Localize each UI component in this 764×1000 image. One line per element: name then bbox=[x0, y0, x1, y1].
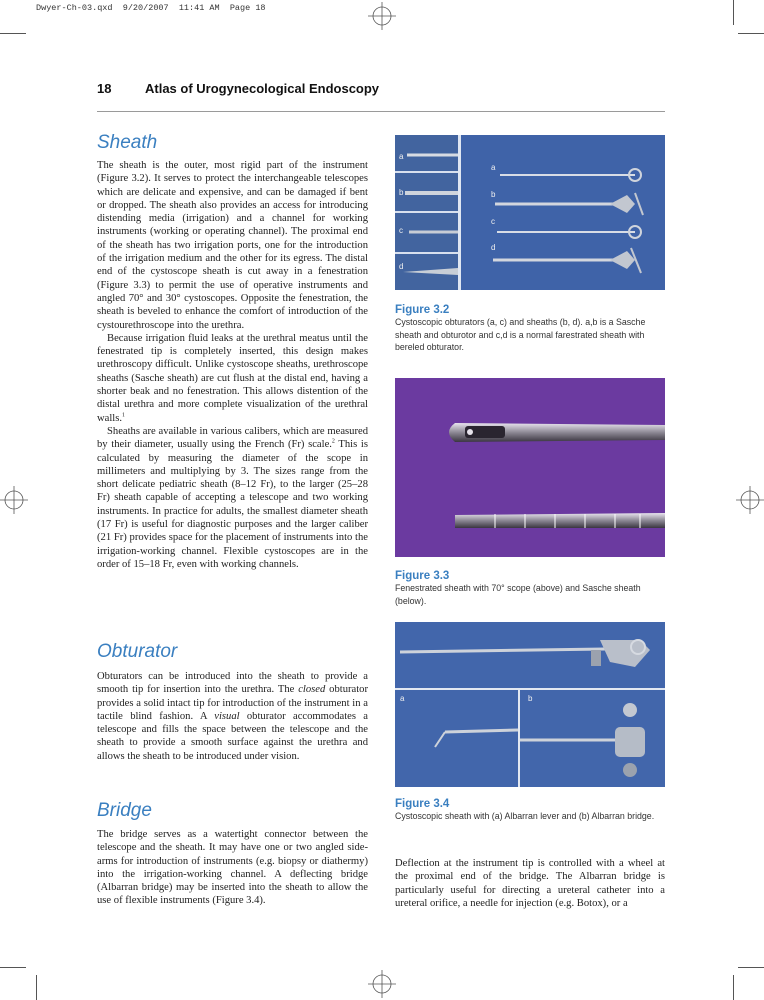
printer-slug: Dwyer-Ch-03.qxd 9/20/2007 11:41 AM Page 18 bbox=[36, 3, 266, 13]
figure-3-3-caption bbox=[395, 570, 665, 607]
figure-caption: Cystoscopic sheath with (a) Albarran lever and (b) Albarran bridge. bbox=[395, 811, 655, 821]
header-rule bbox=[97, 111, 665, 112]
section-bridge bbox=[97, 799, 368, 908]
figure-3-4-caption bbox=[395, 798, 665, 823]
registration-mark bbox=[368, 2, 396, 30]
running-header bbox=[97, 81, 665, 96]
figure-3-4-photo bbox=[395, 622, 665, 787]
section-heading: Sheath bbox=[97, 132, 158, 153]
crop-mark bbox=[733, 975, 734, 1000]
photo-label: b bbox=[399, 188, 404, 197]
registration-mark bbox=[368, 970, 396, 998]
figure-caption: Fenestrated sheath with 70° scope (above) and Sasche sheath (below). bbox=[395, 583, 641, 606]
body-paragraph: Because irrigation fluid leaks at the urethral meatus until the fenestrated tip is completely inserted, this design makes urethroscopy difficult. Unlike cystoscope sheaths, urethroscope sheaths (Sasche sheath) are cut flush at the distal end, having a shorter beak and no fenestration. This allows distention of the distal urethra and more complete visualization of the urethral walls.$^1$ bbox=[97, 332, 368, 424]
section-obturator bbox=[97, 640, 368, 763]
photo-label: a bbox=[399, 152, 404, 161]
crop-mark bbox=[738, 967, 764, 968]
photo-label: d bbox=[399, 262, 404, 271]
figure-3-2-photo bbox=[395, 135, 665, 290]
section-sheath bbox=[97, 131, 368, 571]
body-paragraph: Deflection at the instrument tip is controlled with a wheel at the proximal end of the bridge. The Albarran bridge is particularly useful for directing a ureteral catheter into a ureteral orifice, a needle for injection (e.g. Botox), or a bbox=[395, 858, 665, 909]
figure-title: Figure 3.3 bbox=[395, 570, 450, 582]
body-paragraph: The sheath is the outer, most rigid part of the instrument (Figure 3.2). It serves to protect the interchangeable telescopes which are delicate and expensive, and can be damaged if bent or dropped. The sheath also provides an access for introducing distending media (irrigation) and a channel for working instruments (working or operating channel). The proximal end of the sheath has two irrigation ports, one for the introduction of the irrigation medium and the other for its egress. The distal end of the cystoscope sheath is cut away in a fenestration (Figure 3.3) to permit the use of operative instruments and angled 70° and 30° cystoscopes. Opposite the fenestration, the sheath is beveled to enhance the comfort of introduction of the cystourethroscope into the urethra. bbox=[97, 160, 368, 331]
reference-marker: 1 bbox=[122, 412, 126, 419]
crop-mark bbox=[738, 33, 764, 34]
section-heading: Bridge bbox=[97, 800, 152, 821]
figure-caption: Cystoscopic obturators (a, c) and sheaths (b, d). a,b is a Sasche sheath and obturotor and c,d is a normal farestrated sheath with bereled obturator. bbox=[395, 317, 646, 352]
book-title: Atlas of Urogynecological Endoscopy bbox=[145, 81, 380, 96]
photo-label: d bbox=[491, 243, 496, 252]
photo-label: a bbox=[491, 163, 496, 172]
right-column-text bbox=[395, 857, 665, 910]
registration-mark bbox=[736, 486, 764, 514]
body-paragraph: Sheaths are available in various calibers, which are measured by their diameter, usually using the French (Fr) scale.$^2$ This is calculated by measuring the diameter of the scope in millimeters and multiplying by 3. The sizes range from the short delicate pediatric sheath (8–12 Fr), to the larger (25–28 Fr) sheath capable of accepting a telescope and two working instruments. In practice for adults, the smallest diameter sheath (17 Fr) is useful for diagnostic purposes and the larger caliber (21 Fr) provides space for the placement of instruments into the irrigation-working channel. Flexible cystoscopes are in the order of 15–18 Fr, even with working channels. bbox=[97, 425, 368, 570]
crop-mark bbox=[0, 33, 26, 34]
body-paragraph: Obturators can be introduced into the sheath to provide a smooth tip for insertion into the urethra. The closed obturator provides a solid intact tip for introduction of the instrument in a tactile blind fashion. A visual obturator accommodates a telescope and fills the space between the telescope and the sheath to provide a smooth surface against the urethra and allows the sheath to be introduced under vision. bbox=[97, 671, 368, 762]
section-heading: Obturator bbox=[97, 641, 178, 662]
photo-label: c bbox=[399, 226, 403, 235]
photo-label: b bbox=[528, 694, 533, 703]
registration-mark bbox=[0, 486, 28, 514]
photo-label: a bbox=[400, 694, 405, 703]
page-number: 18 bbox=[97, 81, 112, 96]
crop-mark bbox=[733, 0, 734, 25]
crop-mark bbox=[0, 967, 26, 968]
figure-title: Figure 3.4 bbox=[395, 798, 450, 810]
figure-3-3-photo bbox=[395, 378, 665, 557]
figure-title: Figure 3.2 bbox=[395, 304, 450, 316]
figure-3-2-caption bbox=[395, 304, 665, 354]
body-paragraph: The bridge serves as a watertight connector between the telescope and the sheath. It may have one or two angled side-arms for introduction of instruments (e.g. biopsy or diathermy) into the irrigation-working channel. A deflecting bridge (Albarran bridge) may be inserted into the sheath to allow the use of flexible instruments (Figure 3.4). bbox=[97, 829, 368, 907]
photo-label: b bbox=[491, 190, 496, 199]
photo-label: c bbox=[491, 217, 495, 226]
crop-mark bbox=[36, 975, 37, 1000]
reference-marker: 2 bbox=[331, 438, 335, 445]
